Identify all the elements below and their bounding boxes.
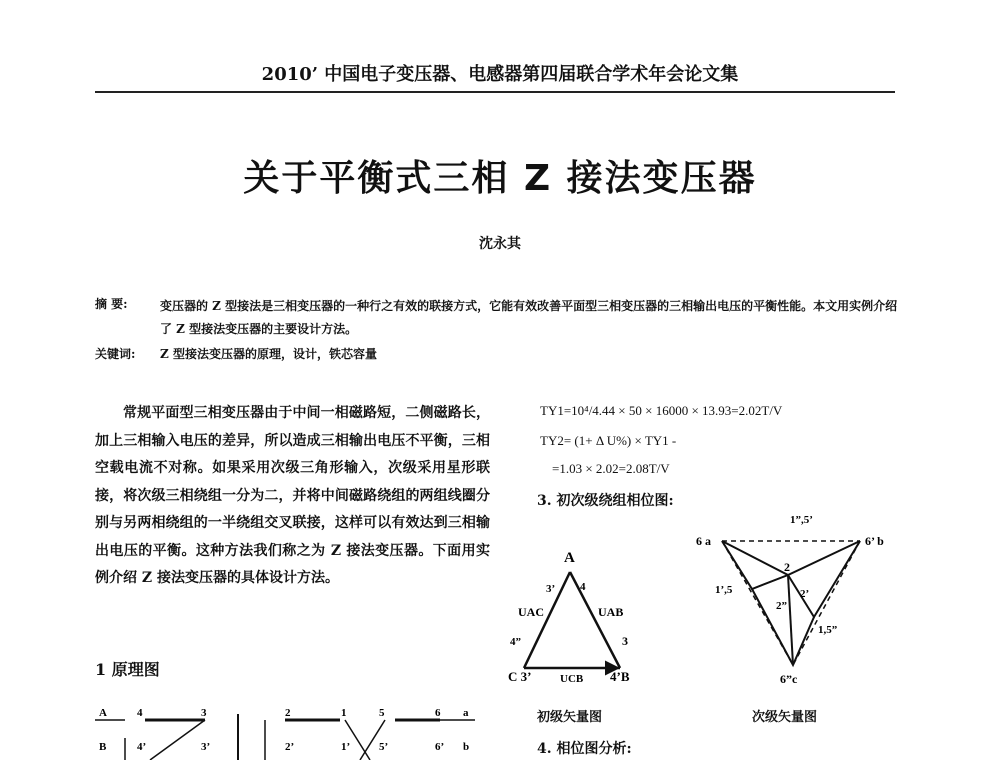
label-a: 6 a: [696, 534, 711, 548]
schem-6: 6: [435, 707, 441, 719]
schem-4: 4: [137, 707, 143, 719]
label-C: C 3’: [508, 669, 532, 684]
schem-6p: 6’: [435, 741, 445, 753]
secondary-center-line: [788, 575, 793, 665]
proceedings-header: 2010’ 中国电子变压器、电感器第四届联合学术年会论文集: [261, 64, 739, 85]
schem-1p: 1’: [341, 741, 351, 753]
equation-ty2-result: =1.03 × 2.02=2.08T/V: [552, 461, 670, 476]
schem-4p: 4’: [137, 741, 147, 753]
label-4: 4: [580, 581, 586, 593]
abstract-text: 变压器的 Z 型接法是三相变压器的一种行之有效的联接方式，它能有效改善平面型三相变压器的三相输出电压的平衡性能。本文用实例介绍了 Z 型接法变压器的主要设计方法。: [160, 299, 898, 336]
schem-5p: 5’: [379, 741, 389, 753]
label-c: 6”c: [780, 672, 798, 686]
equation-ty2: TY2= (1+ Δ U%) × TY1 -: [540, 433, 677, 448]
abstract-label: 摘 要:: [95, 297, 128, 311]
label-3p: 3’: [546, 583, 556, 595]
secondary-link-1: [752, 575, 788, 589]
schem-B: B: [99, 741, 107, 753]
schem-a: a: [463, 707, 469, 719]
section-3-heading: 3. 初次级绕组相位图:: [537, 493, 674, 509]
uab-edge: [570, 572, 620, 668]
keywords-label: 关键词:: [95, 347, 136, 361]
label-UAB: UAB: [598, 605, 624, 619]
schem-3: 3: [201, 707, 207, 719]
primary-diagram-caption: 初级矢量图: [537, 710, 603, 725]
schem-5: 5: [379, 707, 385, 719]
section-4-heading: 4. 相位图分析:: [537, 741, 632, 757]
label-2p: 2’: [800, 588, 810, 600]
label-B: 4’B: [610, 669, 630, 684]
body-paragraph: 常规平面型三相变压器由于中间一相磁路短，二侧磁路长，加上三相输入电压的差异，所以造成三相输出电压不平衡，三相空载电流不对称。如果采用次级三角形输入，次级采用星形联接，将次级三相绕组一分为二，并将中间磁路绕组的两组线圈分别与另两相绕组的一半绕组交叉联接，这样可以有效达到三相输出电压的平衡。这种方法我们称之为 Z 接法变压器。下面用实例介绍 Z 接法变压器的具体设计方法。: [95, 405, 490, 586]
label-top: 1”,5’: [790, 514, 813, 526]
label-b: 6’ b: [865, 534, 884, 548]
equation-ty1: TY1=10⁴/4.44 × 50 × 16000 × 13.93=2.02T/V: [540, 403, 783, 418]
schem-1: 1: [341, 707, 347, 719]
secondary-line-ab: [722, 541, 860, 575]
label-A: A: [564, 550, 575, 566]
schem-b: b: [463, 741, 470, 753]
header-rule: [95, 91, 895, 93]
primary-vector-diagram: [500, 540, 660, 690]
label-left: 1’,5: [715, 584, 733, 596]
paper-title: 关于平衡式三相 Z 接法变压器: [243, 158, 757, 199]
paper-author: 沈永其: [479, 236, 521, 252]
schem-2: 2: [285, 707, 291, 719]
secondary-vector-diagram: [690, 505, 910, 690]
label-2: 2: [784, 560, 790, 574]
label-4pp: 4”: [510, 636, 521, 648]
schem-2p: 2’: [285, 741, 295, 753]
schem-A: A: [99, 707, 107, 719]
keywords-text: Z 型接法变压器的原理，设计，铁芯容量: [160, 347, 377, 361]
label-UCB: UCB: [560, 673, 584, 685]
label-3: 3: [622, 634, 628, 648]
label-UAC: UAC: [518, 605, 544, 619]
wiring-schematic: [95, 700, 490, 760]
dashed-right-edge: [793, 541, 860, 665]
schem-3p: 3’: [201, 741, 211, 753]
label-right: 1,5”: [818, 624, 838, 636]
secondary-line-a: [722, 541, 788, 589]
secondary-line-b: [788, 541, 860, 617]
section-1-heading: 1 原理图: [95, 660, 160, 679]
label-2pp: 2”: [776, 600, 787, 612]
secondary-diagram-caption: 次级矢量图: [752, 710, 818, 725]
